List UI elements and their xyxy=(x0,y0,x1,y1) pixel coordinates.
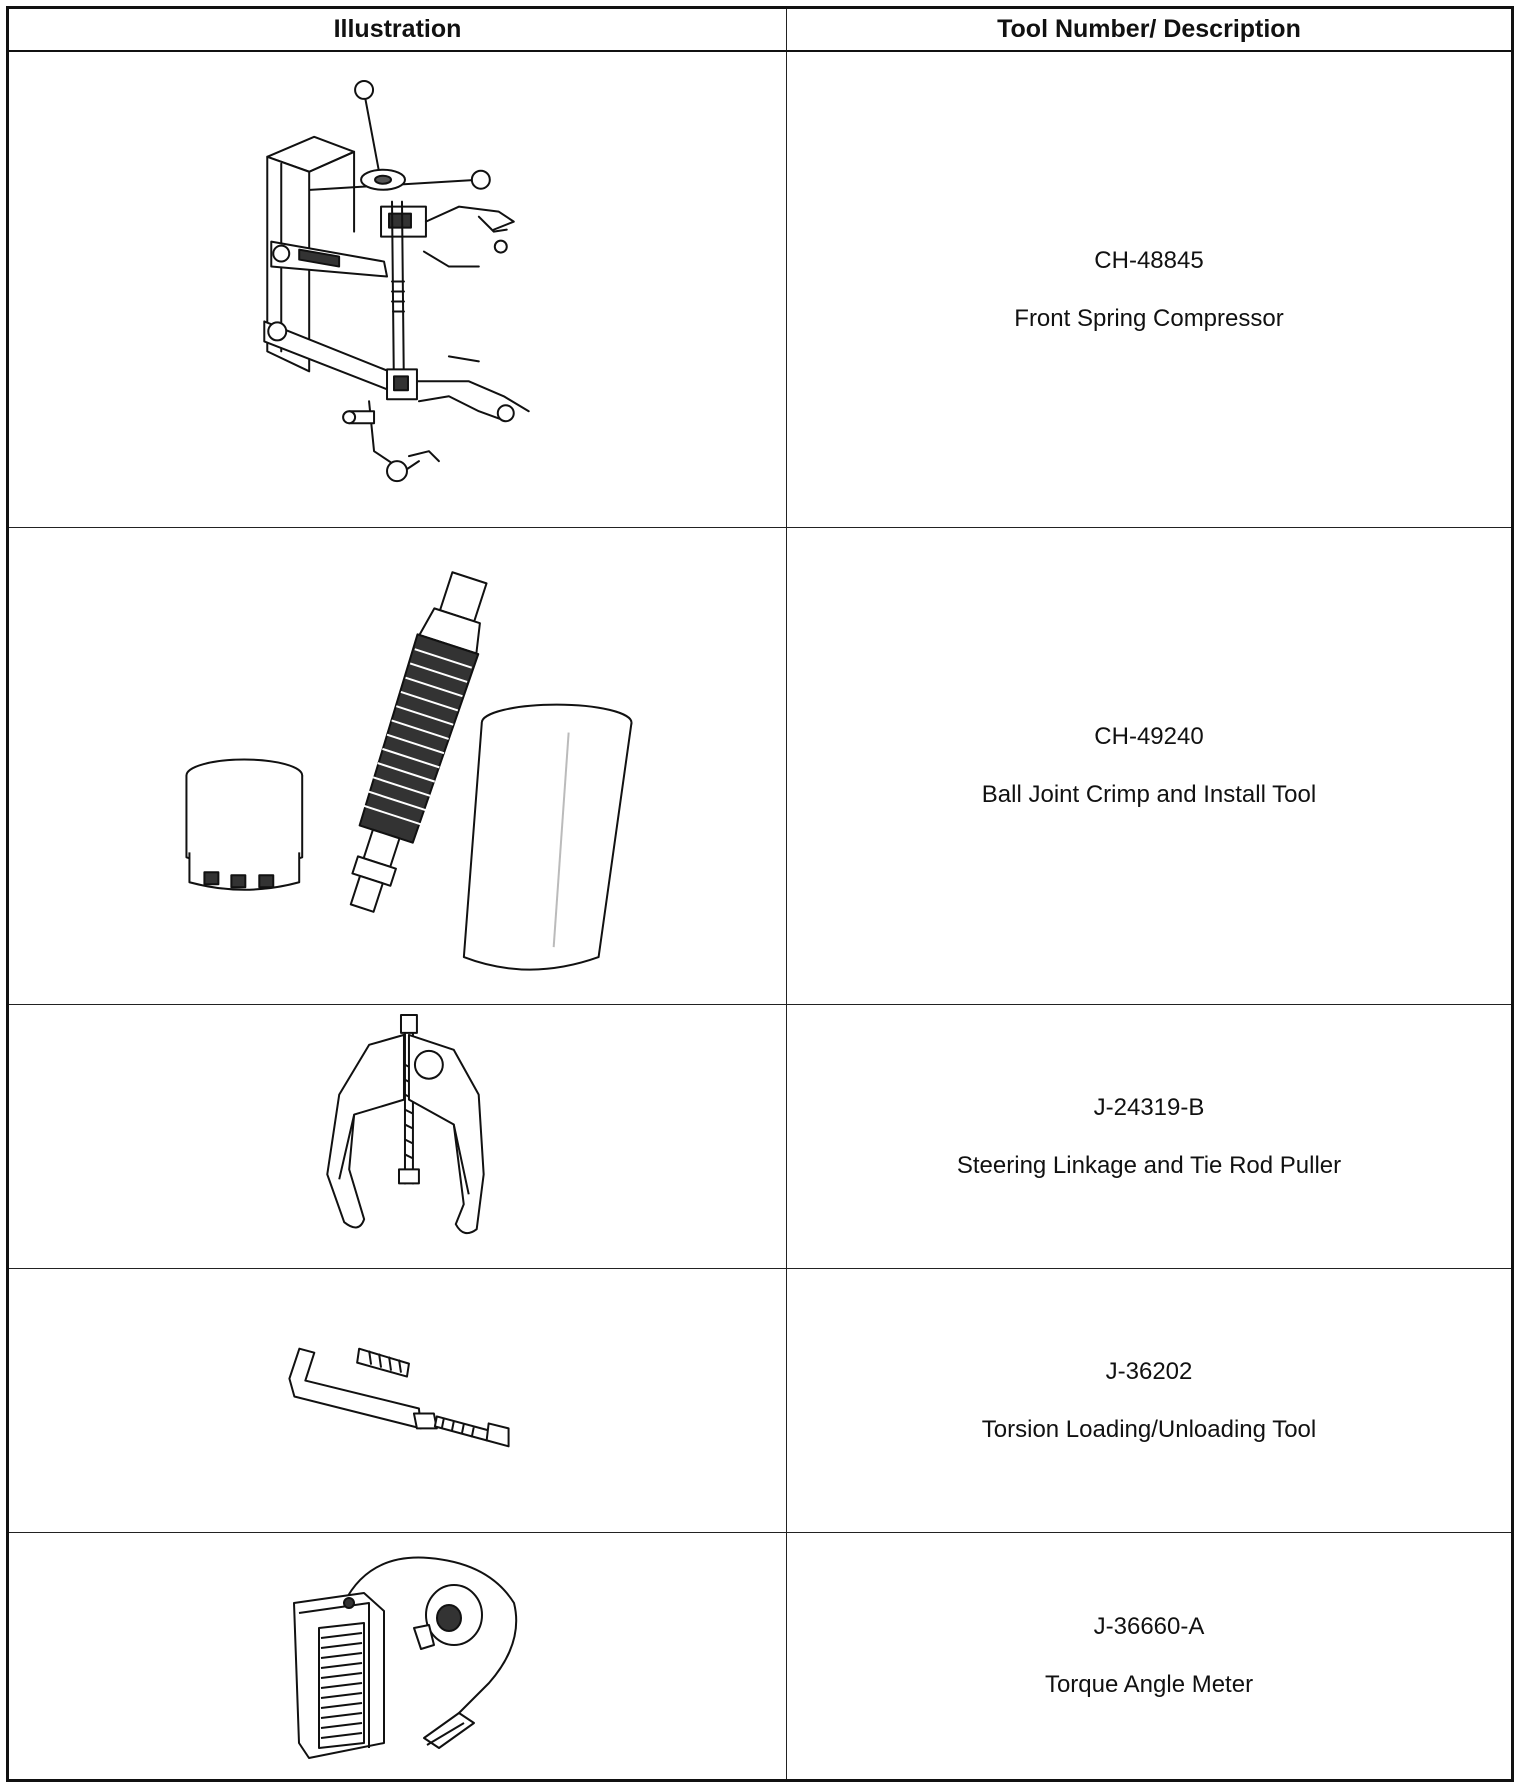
ball-joint-tool-icon xyxy=(9,528,786,1004)
table-row xyxy=(9,1005,1511,1269)
tool-description-cell xyxy=(787,528,1511,1004)
tool-description: Steering Linkage and Tie Rod Puller xyxy=(956,1151,1342,1179)
tie-rod-puller-icon xyxy=(9,1005,786,1268)
table-header xyxy=(9,9,1511,52)
torque-angle-meter-icon xyxy=(9,1533,786,1779)
tool-description: Torsion Loading/Unloading Tool xyxy=(981,1415,1317,1443)
tool-number: J-36660-A xyxy=(1093,1613,1205,1640)
tool-description: Ball Joint Crimp and Install Tool xyxy=(981,781,1317,808)
tool-number: J-24319-B xyxy=(1093,1093,1205,1121)
table-row xyxy=(9,528,1511,1005)
tool-number: CH-48845 xyxy=(1094,246,1204,274)
column-header-tool-number: Tool Number/ Description xyxy=(997,15,1301,43)
tool-number: CH-49240 xyxy=(1094,723,1204,750)
torsion-tool-icon xyxy=(9,1269,786,1532)
tool-description-cell xyxy=(787,1269,1511,1532)
table-row xyxy=(9,52,1511,528)
column-header-illustration: Illustration xyxy=(333,15,462,43)
tool-description-cell xyxy=(787,52,1511,527)
special-tools-table xyxy=(6,6,1514,1782)
tool-description: Front Spring Compressor xyxy=(1014,304,1284,332)
tool-number: J-36202 xyxy=(1105,1357,1193,1385)
spring-compressor-icon xyxy=(9,52,786,527)
tool-description-cell xyxy=(787,1533,1511,1779)
table-row xyxy=(9,1269,1511,1533)
tool-description: Torque Angle Meter xyxy=(1044,1671,1254,1698)
table-row xyxy=(9,1533,1511,1779)
tool-description-cell xyxy=(787,1005,1511,1268)
